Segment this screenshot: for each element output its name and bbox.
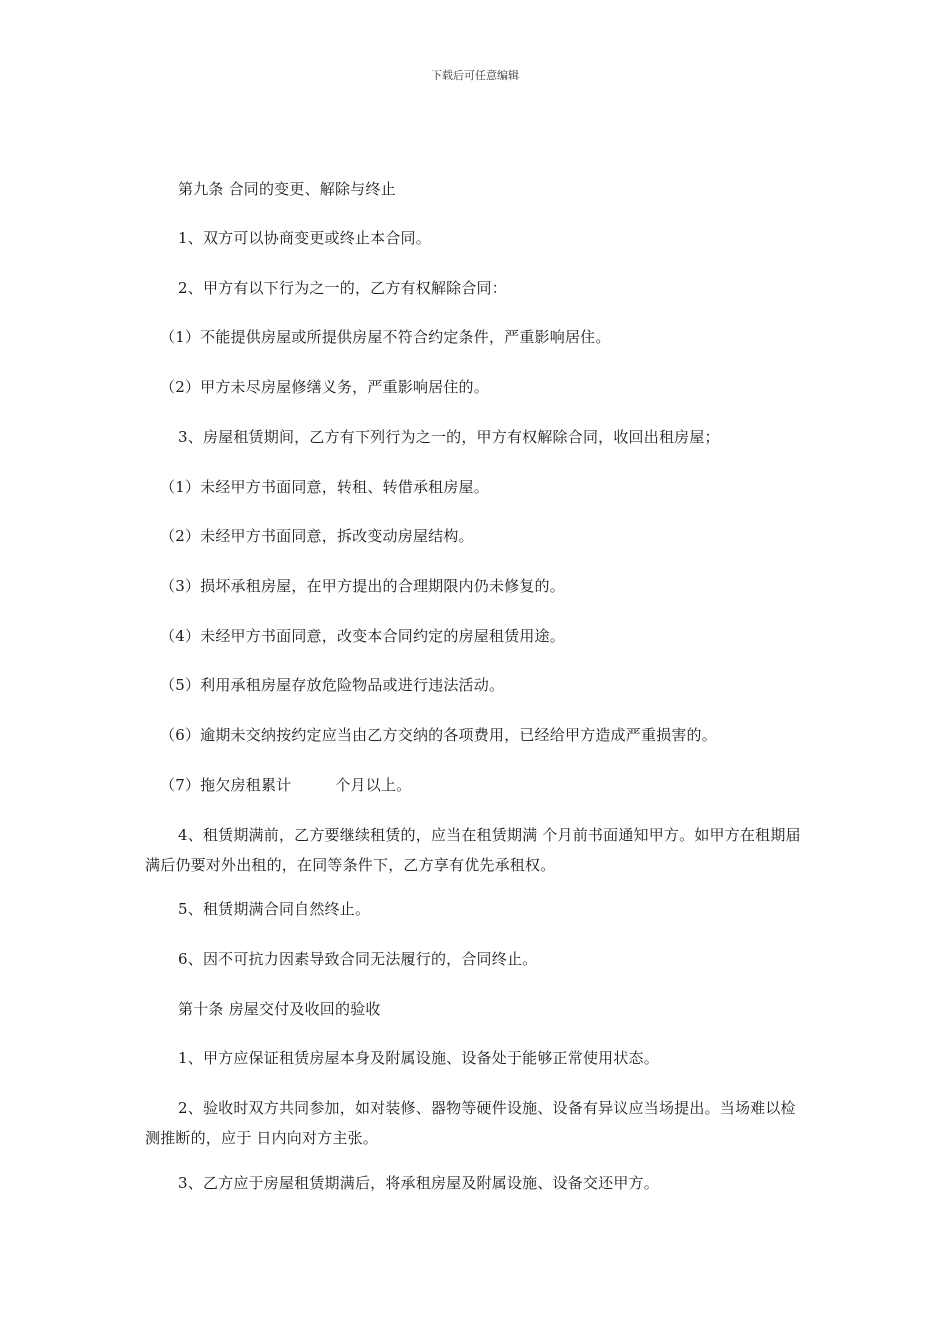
article-9-clause-6: 6、因不可抗力因素导致合同无法履行的，合同终止。	[178, 950, 538, 968]
article-9-clause-1: 1、双方可以协商变更或终止本合同。	[178, 229, 431, 247]
article-9-clause-3-item-3: （3）损坏承租房屋，在甲方提出的合理期限内仍未修复的。	[160, 577, 565, 595]
article-10-clause-3: 3、乙方应于房屋租赁期满后，将承租房屋及附属设施、设备交还甲方。	[178, 1174, 659, 1192]
article-10-clause-1: 1、甲方应保证租赁房屋本身及附属设施、设备处于能够正常使用状态。	[178, 1049, 659, 1067]
item-7-suffix: 个月以上。	[335, 776, 412, 794]
article-9-clause-2-item-1: （1）不能提供房屋或所提供房屋不符合约定条件，严重影响居住。	[160, 328, 611, 346]
article-9-clause-2: 2、甲方有以下行为之一的，乙方有权解除合同：	[178, 279, 507, 297]
article-10-clause-2: 2、验收时双方共同参加，如对装修、器物等硬件设施、设备有异议应当场提出。当场难以检测推断的，应于 日内向对方主张。	[145, 1099, 796, 1147]
page-header: 下载后可任意编辑	[431, 69, 519, 82]
article-9-clause-5: 5、租赁期满合同自然终止。	[178, 900, 371, 918]
article-9-clause-4: 4、租赁期满前，乙方要继续租赁的，应当在租赁期满 个月前书面通知甲方。如甲方在租期届满后仍要对外出租的，在同等条件下，乙方享有优先承租权。	[145, 826, 801, 874]
article-9-clause-3-item-7	[160, 776, 411, 794]
article-9-clause-3-item-2: （2）未经甲方书面同意，拆改变动房屋结构。	[160, 527, 474, 545]
article-9-clause-3-item-5: （5）利用承租房屋存放危险物品或进行违法活动。	[160, 676, 505, 694]
item-7-prefix: （7）拖欠房租累计	[160, 776, 292, 794]
article-9-clause-3-item-4: （4）未经甲方书面同意，改变本合同约定的房屋租赁用途。	[160, 627, 565, 645]
article-9-clause-3: 3、房屋租赁期间，乙方有下列行为之一的，甲方有权解除合同，收回出租房屋；	[178, 428, 720, 446]
article-9-clause-3-item-6: （6）逾期未交纳按约定应当由乙方交纳的各项费用，已经给甲方造成严重损害的。	[160, 726, 717, 744]
article-9-clause-3-item-1: （1）未经甲方书面同意，转租、转借承租房屋。	[160, 478, 489, 496]
article-9-title: 第九条 合同的变更、解除与终止	[178, 180, 396, 198]
article-9-clause-2-item-2: （2）甲方未尽房屋修缮义务，严重影响居住的。	[160, 378, 489, 396]
article-10-title: 第十条 房屋交付及收回的验收	[178, 1000, 381, 1018]
